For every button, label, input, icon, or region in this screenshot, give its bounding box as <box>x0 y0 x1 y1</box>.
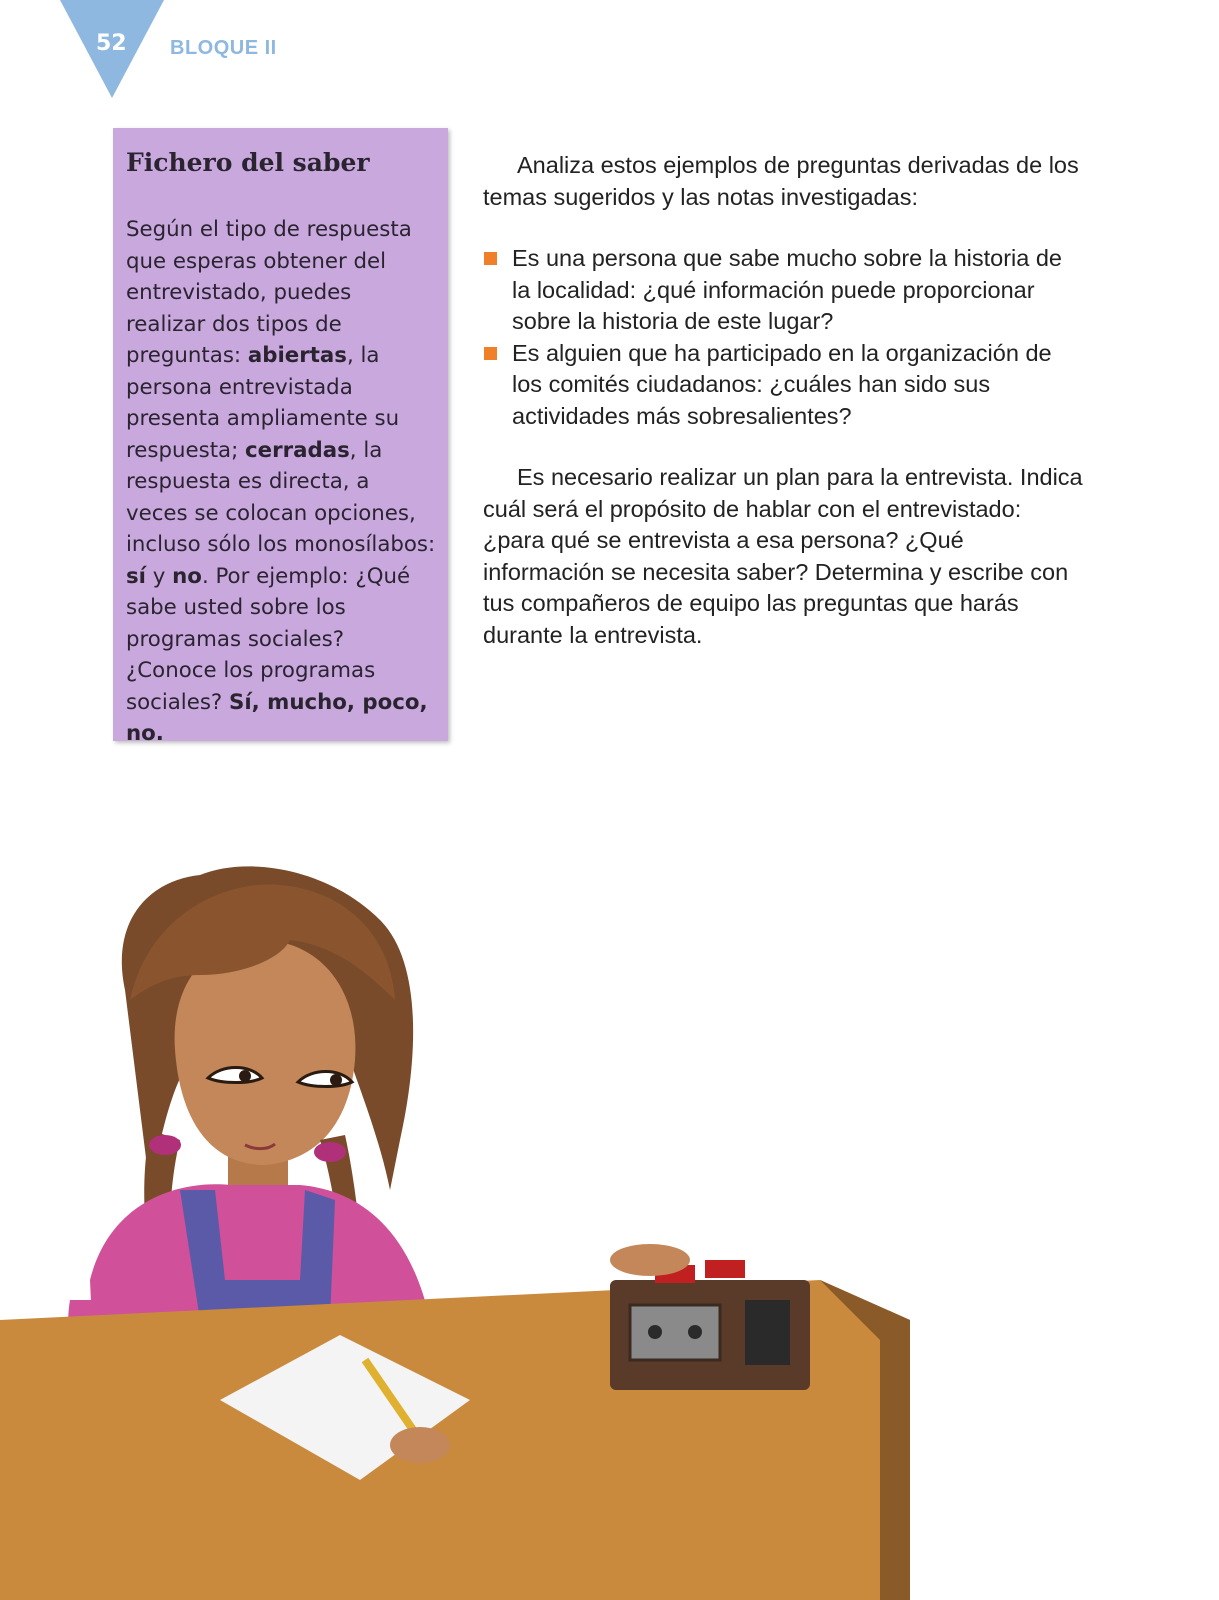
intro-paragraph: Analiza estos ejemplos de preguntas derivadas de los temas sugeridos y las notas investigadas: <box>483 152 1079 210</box>
section-title: BLOQUE II <box>170 37 277 59</box>
sidebar-text: . Por ejemplo: ¿Qué sabe usted sobre los programas sociales? ¿Conoce los programas sociales? <box>126 563 411 715</box>
list-item-text: Es alguien que ha participado en la organización de los comités ciudadanos: ¿cuáles han sido sus actividades más sobresalientes? <box>512 339 1052 429</box>
list-item <box>483 243 1083 338</box>
term-cerradas: cerradas <box>245 437 350 463</box>
sidebar-body <box>126 214 436 750</box>
term-no: no <box>172 563 202 589</box>
page-number: 52 <box>96 31 127 56</box>
sidebar-title: Fichero del saber <box>126 148 370 177</box>
list-item-text: Es una persona que sabe mucho sobre la historia de la localidad: ¿qué información puede proporcionar sobre la historia de este lugar? <box>512 245 1062 334</box>
term-abiertas: abiertas <box>247 343 347 368</box>
sidebar-text: Según el tipo de respuesta que esperas obtener del entrevistado, puedes realizar dos tipos de preguntas: <box>126 217 412 368</box>
answer-options: Sí, mucho, poco, no. <box>126 689 428 746</box>
square-bullet-icon <box>484 252 497 265</box>
example-list <box>483 243 1083 432</box>
main-content <box>483 150 1083 651</box>
list-item <box>483 338 1083 433</box>
girl-interview-illustration <box>0 760 960 1600</box>
term-si: sí <box>126 563 146 589</box>
sidebar-text: y <box>145 563 173 589</box>
fichero-del-saber-box <box>113 128 448 746</box>
sidebar-text: , la respuesta es directa, a veces se colocan opciones, incluso sólo los monosílabos: <box>126 437 436 557</box>
square-bullet-icon <box>484 347 497 360</box>
sidebar-text: , la persona entrevistada presenta ampliamente su respuesta; <box>126 343 400 463</box>
closing-paragraph: Es necesario realizar un plan para la entrevista. Indica cuál será el propósito de hablar con el entrevistado: ¿para qué se entrevista a esa persona? ¿Qué información se necesita saber? Determina y escribe con tus compañeros de equipo las preguntas que harás durante la entrevista. <box>483 464 1083 648</box>
